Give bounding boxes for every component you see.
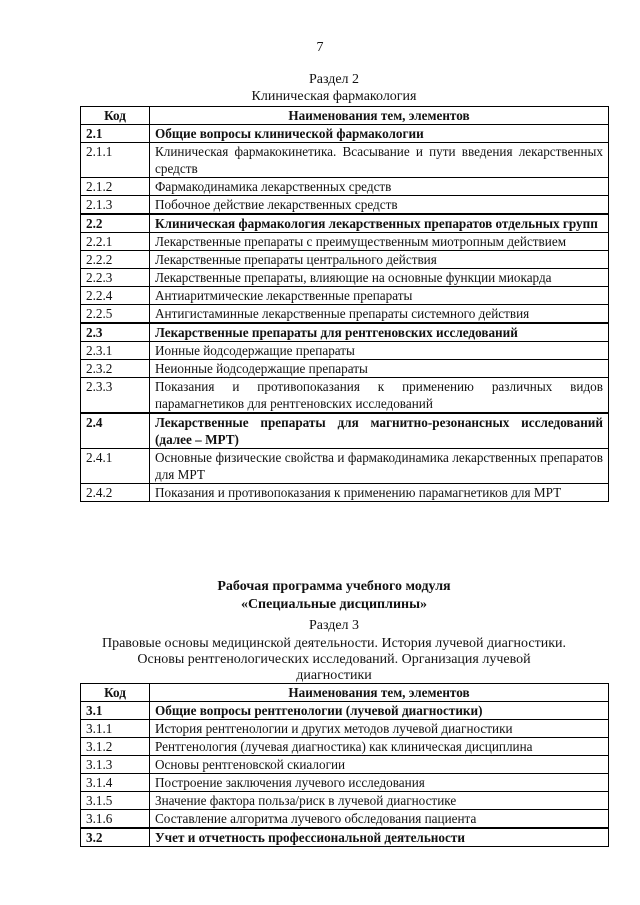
row-topic: Построение заключения лучевого исследования [150,774,609,792]
row-topic: Побочное действие лекарственных средств [150,196,609,215]
row-topic: Ионные йодсодержащие препараты [150,342,609,360]
section2-subheading: Клиническая фармакология [251,89,417,104]
table-row [81,233,609,251]
section2-table [80,106,609,502]
table-row [81,810,609,829]
row-topic: Значение фактора польза/риск в лучевой диагностике [150,792,609,810]
row-code: 2.2.2 [81,251,150,269]
row-topic: Антигистаминные лекарственные препараты системного действия [150,305,609,324]
program-title: Рабочая программа учебного модуля [217,579,451,594]
column-header-code: Код [81,107,150,125]
table-row [81,196,609,215]
row-code: 2.3 [81,323,150,342]
program-module-name: «Специальные дисциплины» [240,597,428,612]
row-code: 2.2.4 [81,287,150,305]
row-code: 3.1 [81,702,150,720]
table-row [81,269,609,287]
row-code: 3.1.3 [81,756,150,774]
row-topic: Лекарственные препараты для рентгеновских исследований [150,323,609,342]
row-code: 3.1.5 [81,792,150,810]
row-code: 3.2 [81,828,150,847]
row-code: 2.3.1 [81,342,150,360]
row-topic: Лекарственные препараты, влияющие на основные функции миокарда [150,269,609,287]
row-code: 2.3.2 [81,360,150,378]
row-code: 3.1.2 [81,738,150,756]
row-topic: Неионные йодсодержащие препараты [150,360,609,378]
table-row [81,828,609,847]
section3-subheading-line3: диагностики [296,668,372,683]
table-row [81,143,609,178]
row-code: 2.2.3 [81,269,150,287]
table-row [81,178,609,196]
row-code: 2.1.3 [81,196,150,215]
table-row [81,342,609,360]
row-topic: Составление алгоритма лучевого обследования пациента [150,810,609,829]
table-row [81,738,609,756]
row-topic: Основы рентгеновской скиалогии [150,756,609,774]
section2-heading: Раздел 2 [308,72,360,87]
row-topic: Антиаритмические лекарственные препараты [150,287,609,305]
row-topic: Фармакодинамика лекарственных средств [150,178,609,196]
column-header-name: Наименования тем, элементов [150,107,609,125]
table-row [81,305,609,324]
row-topic: Рентгенология (лучевая диагностика) как клиническая дисциплина [150,738,609,756]
row-topic: Основные физические свойства и фармакодинамика лекарственных препаратов для МРТ [150,449,609,484]
row-code: 2.3.3 [81,378,150,414]
row-topic: История рентгенологии и других методов лучевой диагностики [150,720,609,738]
row-topic: Клиническая фармакокинетика. Всасывание и пути введения лекарственных средств [150,143,609,178]
section3-subheading-line2: Основы рентгенологических исследований. Организация лучевой [137,652,531,667]
column-header-code: Код [81,684,150,702]
table-row [81,251,609,269]
page-number: 7 [316,40,324,55]
row-topic: Общие вопросы рентгенологии (лучевой диагностики) [150,702,609,720]
table-row [81,287,609,305]
row-topic: Показания и противопоказания к применению парамагнетиков для МРТ [150,484,609,502]
table-row [81,756,609,774]
row-code: 2.1.1 [81,143,150,178]
row-code: 2.4.1 [81,449,150,484]
section3-subheading-line1: Правовые основы медицинской деятельности. История лучевой диагностики. [101,636,567,651]
row-code: 2.1.2 [81,178,150,196]
row-code: 2.4 [81,413,150,449]
column-header-name: Наименования тем, элементов [150,684,609,702]
row-code: 2.4.2 [81,484,150,502]
table-row [81,413,609,449]
table-row [81,214,609,233]
table-row [81,792,609,810]
row-code: 2.2.1 [81,233,150,251]
row-topic: Лекарственные препараты с преимущественным миотропным действием [150,233,609,251]
row-topic: Лекарственные препараты центрального действия [150,251,609,269]
table-row [81,720,609,738]
row-topic: Лекарственные препараты для магнитно-резонансных исследований (далее – МРТ) [150,413,609,449]
row-topic: Клиническая фармакология лекарственных препаратов отдельных групп [150,214,609,233]
table-row [81,323,609,342]
section3-heading: Раздел 3 [308,618,360,633]
table-row [81,702,609,720]
table-row [81,125,609,143]
table-row [81,449,609,484]
row-topic: Показания и противопоказания к применению различных видов парамагнетиков для рентгеновских исследований [150,378,609,414]
row-code: 3.1.4 [81,774,150,792]
table-row [81,484,609,502]
row-code: 2.2.5 [81,305,150,324]
section3-table [80,683,609,847]
row-topic: Общие вопросы клинической фармакологии [150,125,609,143]
row-topic: Учет и отчетность профессиональной деятельности [150,828,609,847]
row-code: 2.2 [81,214,150,233]
row-code: 3.1.1 [81,720,150,738]
table-row [81,378,609,414]
row-code: 3.1.6 [81,810,150,829]
table-row [81,774,609,792]
table-row [81,360,609,378]
row-code: 2.1 [81,125,150,143]
